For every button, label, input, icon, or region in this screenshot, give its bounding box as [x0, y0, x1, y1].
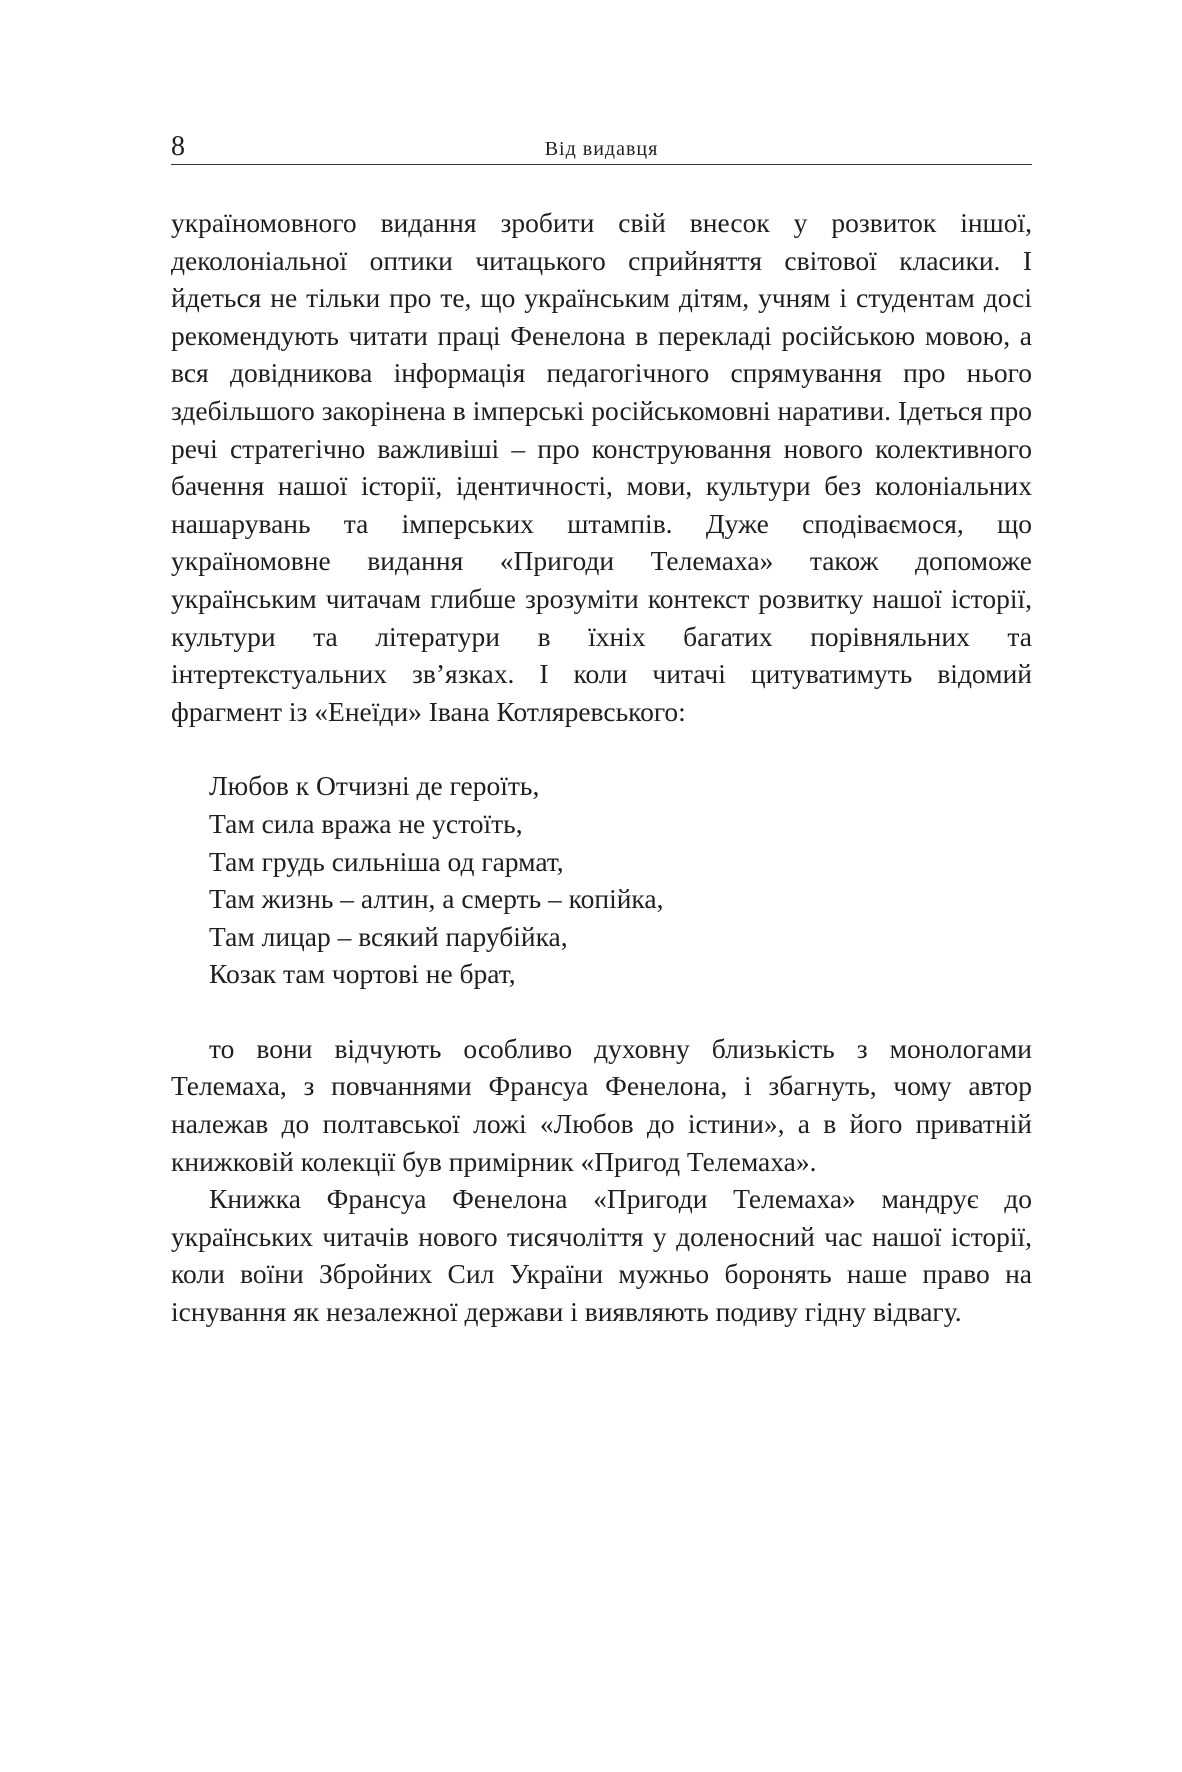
verse-quotation [209, 767, 1032, 993]
paragraph-final: Книжка Франсуа Фенелона «Пригоди Телемаха» мандрує до українських читачів нового тисячоліття у доленосний час нашої історії, коли воїни Збройних Сил України мужньо боронять наше право на існування як незалежної держави і виявляють подиву гідну відвагу. [171, 1183, 1032, 1328]
running-head [171, 131, 1032, 163]
running-head-title: Від видавця [544, 138, 659, 160]
verse-line: Козак там чортові не брат, [209, 958, 516, 990]
body-text [171, 204, 1032, 1331]
running-head-rule [171, 164, 1032, 165]
paragraph-after-verse: то вони відчують особливо духовну близькість з монологами Телемаха, з повчаннями Франсуа Фенелона, і збагнуть, чому автор належав до полтавської ложі «Любов до істини», а в його приватній книжковій колекції був примірник «Пригод Телемаха». [171, 1032, 1032, 1177]
verse-line: Любов к Отчизні де героїть, [209, 770, 540, 802]
page-number: 8 [171, 131, 185, 162]
verse-line: Там грудь сильніша од гармат, [209, 845, 564, 877]
verse-line: Там жизнь – алтин, а смерть – копійка, [209, 883, 664, 915]
verse-line: Там сила вража не устоїть, [209, 807, 523, 839]
paragraph-continuation: україномовного видання зробити свій внесок у розвиток іншої, деколоніальної оптики читацького сприйняття світової класики. І йдеться не тільки про те, що українським дітям, учням і студентам досі рекомендують читати праці Фенелона в перекладі російською мовою, а вся довідникова інформація педагогічного спрямування про нього здебільшого закорінена в імперські російськомовні наративи. Ідеться про речі стратегічно важливіші – про конструювання нового колективного бачення нашої історії, ідентичності, мови, культури без колоніальних нашарувань та імперських штампів. Дуже сподіваємося, що україномовне видання «Пригоди Телемаха» також допоможе українським читачам глибше зрозуміти контекст розвитку нашої історії, культури та літератури в їхніх багатих порівняльних та інтертекстуальних зв’язках. І коли читачі цитуватимуть відомий фрагмент із «Енеїди» Івана Котляревського: [171, 207, 1032, 727]
verse-line: Там лицар – всякий парубійка, [209, 920, 568, 952]
